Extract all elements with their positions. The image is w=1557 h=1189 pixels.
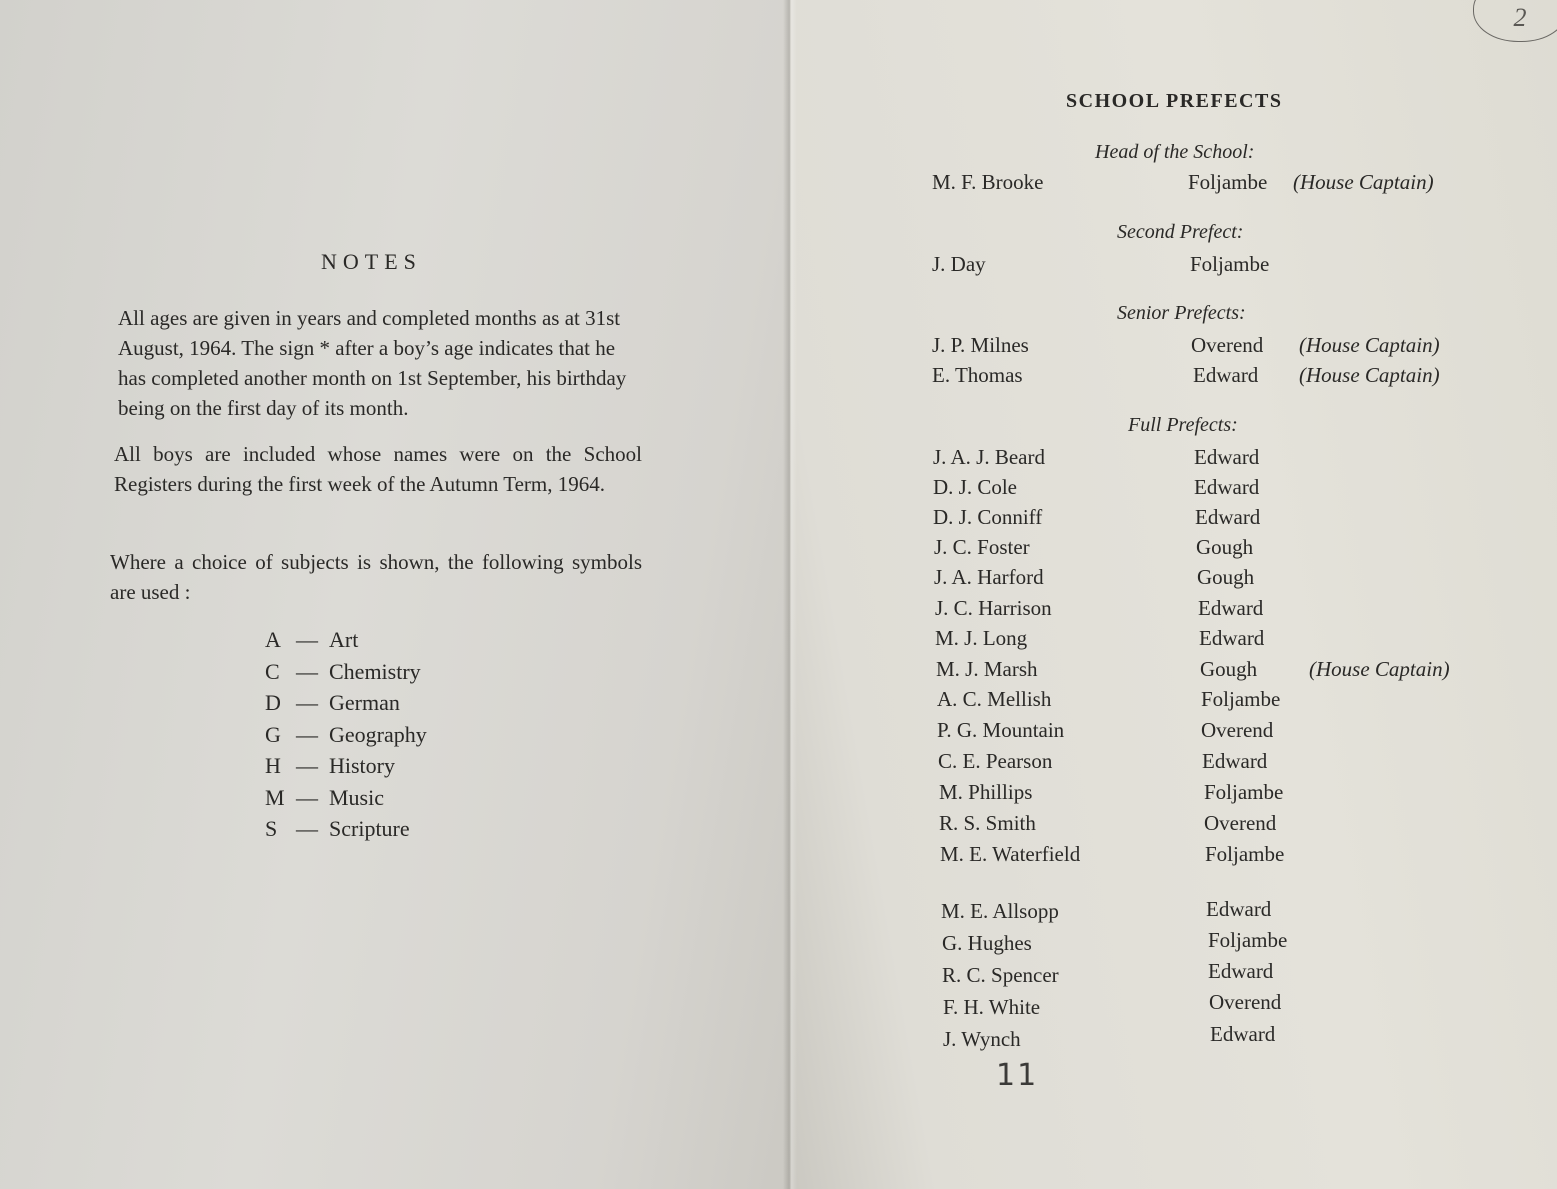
symbol-subject: Chemistry [329, 658, 421, 684]
prefect-house: Edward [1199, 626, 1265, 650]
symbol-subject: Art [329, 627, 359, 652]
symbol-row [265, 687, 427, 719]
prefect-house: Edward [1202, 749, 1268, 773]
notes-paragraph-3: Where a choice of subjects is shown, the following symbols are used : [110, 550, 642, 604]
symbol-letter: G [265, 721, 281, 747]
house-captain-note: (House Captain) [1299, 333, 1440, 357]
prefect-name: M. J. Long [935, 626, 1028, 650]
prefects-title: SCHOOL PREFECTS [1066, 90, 1283, 112]
prefect-name: J. C. Foster [934, 535, 1030, 559]
prefect-house: Foljambe [1204, 780, 1284, 804]
prefect-house: Edward [1194, 445, 1260, 469]
symbol-dash: — [296, 690, 318, 715]
corner-page-number: 2 [1473, 0, 1557, 42]
prefect-house: Foljambe [1188, 170, 1268, 194]
prefect-name: J. A. Harford [934, 565, 1044, 589]
prefect-house: Foljambe [1201, 687, 1281, 711]
prefect-name: C. E. Pearson [938, 749, 1053, 773]
prefect-house: Edward [1206, 897, 1272, 921]
notes-paragraph-2: All boys are included whose names were on the School Registers during the first week of the Autumn Term, 1964. [114, 442, 642, 496]
prefect-name: M. F. Brooke [932, 170, 1044, 194]
prefect-house: Overend [1191, 333, 1264, 357]
symbol-row [265, 750, 427, 782]
prefect-house: Edward [1208, 959, 1274, 983]
prefect-house: Edward [1194, 475, 1260, 499]
prefect-name: M. J. Marsh [936, 657, 1038, 681]
prefect-name: M. Phillips [939, 780, 1033, 804]
prefect-house: Foljambe [1205, 842, 1285, 866]
prefect-house: Foljambe [1190, 252, 1270, 276]
notes-paragraph-1: All ages are given in years and completed months as at 31st August, 1964. The sign * after a boy’s age indicates that he has completed another month on 1st September, his birthday being on the first day of its month. [118, 306, 627, 420]
prefect-house: Edward [1195, 505, 1261, 529]
symbol-subject: Scripture [329, 816, 410, 841]
prefect-house: Edward [1198, 596, 1264, 620]
symbol-letter: S [265, 816, 278, 841]
prefect-name: M. E. Allsopp [941, 899, 1059, 923]
prefect-house: Edward [1210, 1022, 1276, 1046]
symbol-row [265, 813, 427, 845]
prefect-house: Gough [1200, 657, 1258, 681]
symbol-letter: D [265, 690, 281, 715]
symbol-subject: Music [329, 784, 384, 810]
prefect-house: Foljambe [1208, 928, 1288, 952]
prefect-name: J. C. Harrison [935, 596, 1052, 620]
symbol-row [265, 719, 427, 751]
prefect-name: D. J. Conniff [933, 505, 1043, 529]
house-captain-note: (House Captain) [1309, 657, 1450, 681]
full-prefects-heading: Full Prefects: [1128, 414, 1238, 436]
symbol-dash: — [296, 753, 318, 778]
right-page [790, 0, 1557, 1189]
prefect-name: J. A. J. Beard [933, 445, 1045, 469]
symbol-letter: H [265, 753, 281, 778]
symbol-row [265, 656, 427, 688]
prefect-house: Overend [1209, 990, 1282, 1014]
prefect-house: Gough [1197, 565, 1255, 589]
house-captain-note: (House Captain) [1299, 363, 1440, 387]
symbol-dash: — [296, 721, 318, 747]
symbol-subject: German [329, 690, 400, 715]
prefect-name: A. C. Mellish [937, 687, 1052, 711]
handwritten-page-number: 11 [996, 1058, 1039, 1093]
prefect-name: M. E. Waterfield [940, 842, 1081, 866]
house-captain-note: (House Captain) [1293, 170, 1434, 194]
prefect-name: D. J. Cole [933, 475, 1017, 499]
symbol-letter: M [265, 784, 285, 810]
prefect-name: R. C. Spencer [942, 963, 1059, 987]
prefect-name: J. Wynch [943, 1027, 1021, 1051]
prefect-house: Gough [1196, 535, 1254, 559]
symbol-letter: A [265, 627, 281, 652]
prefect-name: J. Day [932, 252, 986, 276]
symbol-dash: — [296, 627, 318, 652]
symbol-dash: — [296, 658, 318, 684]
symbol-dash: — [296, 784, 318, 810]
prefect-name: P. G. Mountain [937, 718, 1065, 742]
prefect-name: J. P. Milnes [932, 333, 1029, 357]
senior-prefects-heading: Senior Prefects: [1117, 302, 1246, 324]
second-prefect-heading: Second Prefect: [1117, 221, 1244, 243]
prefect-name: F. H. White [943, 995, 1041, 1019]
symbol-subject: History [329, 753, 395, 778]
book-fold [783, 0, 797, 1189]
prefect-name: E. Thomas [932, 363, 1023, 387]
symbol-letter: C [265, 658, 280, 684]
symbol-subject: Geography [329, 721, 427, 747]
prefect-house: Edward [1193, 363, 1259, 387]
prefect-name: R. S. Smith [939, 811, 1036, 835]
symbol-row [265, 624, 427, 656]
notes-title: NOTES [321, 249, 422, 274]
prefect-name: G. Hughes [942, 931, 1032, 955]
symbol-dash: — [296, 816, 318, 841]
prefect-house: Overend [1201, 718, 1274, 742]
symbol-row [265, 782, 427, 814]
prefect-house: Overend [1204, 811, 1277, 835]
subject-symbols-list [265, 624, 427, 845]
head-of-school-heading: Head of the School: [1095, 141, 1255, 163]
